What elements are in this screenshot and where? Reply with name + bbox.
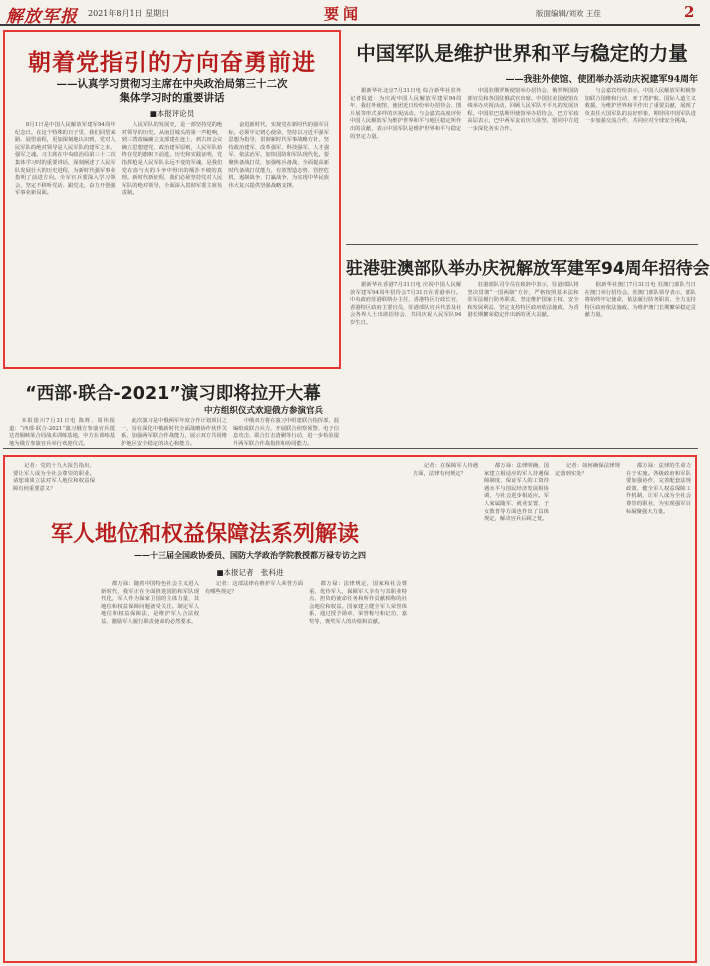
headline: 中国军队是维护世界和平与稳定的力量 xyxy=(356,42,688,65)
subheadline: 中方组织仪式欢迎俄方参演官兵 xyxy=(203,406,323,416)
masthead xyxy=(0,0,700,26)
article-body xyxy=(101,581,407,957)
article-body xyxy=(9,418,339,447)
text-column: 都万禄：法律明确，国家建立相适应的军人待遇保障制度，保证军人的工资待遇水平与国民经济发展相协调，与社会进步相适应。军人家属随军、就业安置、子女教育等方面也作出了具体规定，解决官兵后顾之忧。 xyxy=(484,463,549,523)
text-column: 据新华社澳门7月31日电 驻澳门部队当日在澳门举行招待会。驻澳门部队领导表示，部队将始终牢记使命，依法履行防务职责，全力支持特区政府依法施政，为维护澳门长期繁荣稳定贡献力量。 xyxy=(584,282,696,319)
text-column: 本报银川7月31日电 陈辉、周伟报道：“西部·联合-2021”演习俄方参演官兵抵达青铜峡某合同战术训练基地，中方在训练基地为俄方参演官兵举行欢迎仪式。 xyxy=(9,418,115,447)
headline: 朝着党指引的方向奋勇前进 xyxy=(28,50,316,76)
story-military-rights-law[interactable] xyxy=(3,455,697,963)
headline: 军人地位和权益保障法系列解读 xyxy=(50,522,359,547)
page-number: 2 xyxy=(684,3,695,21)
text-column: 都万禄：法律的生命力在于实施。各级政府和军队要加强协作，完善配套法规政策，健全军人权益保障工作机制，让军人成为全社会尊崇的职业，为实现强军目标凝聚强大力量。 xyxy=(626,463,691,515)
text-column: 记者：在保障军人待遇方面，法律有何规定？ xyxy=(413,463,478,477)
story-china-army-peace[interactable] xyxy=(346,30,698,242)
page-editors: 版面编辑/刘欢 王佳 xyxy=(536,9,601,18)
story-west-joint-exercise[interactable] xyxy=(3,374,343,447)
text-column: 记者：如何确保法律规定落到实处？ xyxy=(555,463,620,477)
text-column: 都万禄：随着中国特色社会主义进入新时代，我军正在全面推进国防和军队现代化，军人作为保家卫国的主体力量，其地位和权益保障问题备受关注。制定军人地位和权益保障法，是维护军人合法权益、激励军人履行职责使命的必然要求。 xyxy=(101,581,199,625)
subheadline-1: ——认真学习贯彻习主席在中央政治局第三十二次 xyxy=(56,78,288,90)
newspaper-logo: 解放军报 xyxy=(6,7,78,27)
article-body xyxy=(15,122,329,362)
text-column: 据新华社香港7月31日电 庆祝中国人民解放军建军94周年招待会7月31日在香港举行。中央政府驻港联络办主任，香港特区行政长官，香港特区政府主要官员，驻港部队官兵代表及社会各界人士出席招待会，共同庆祝人民军队94岁生日。 xyxy=(350,282,462,326)
text-column: 驻港部队司令员在致辞中表示，驻港部队将坚决贯彻“一国两制”方针，严格按照基本法和驻军法履行防务职责，坚定维护国家主权、安全和发展利益，坚定支持特区政府依法施政，为香港长期繁荣稳定作出新的更大贡献。 xyxy=(467,282,579,319)
divider xyxy=(3,448,698,449)
text-column: 与会嘉宾纷纷表示，中国人民解放军积极参加联合国维和行动、亚丁湾护航、国际人道主义救援，为维护世界和平作出了重要贡献，展现了负责任大国军队的良好形象，期待同中国军队进一步加强交流合作，共同应对全球安全挑战。 xyxy=(584,88,696,125)
text-column: 中俄双方将在演习中组建联合指挥部，混编组成联合兵力，开展联合侦察预警、电子信息攻击、联合打击清剿等行动，进一步检验提升两军联合作战指挥和协同能力。 xyxy=(233,418,339,447)
text-column: 此次演习是中俄两军年度合作计划项目之一，旨在深化中俄新时代全面战略协作伙伴关系，加强两军联合作战能力，展示双方共同维护地区安全稳定的决心和能力。 xyxy=(121,418,227,447)
story-party-commentary[interactable] xyxy=(3,30,341,369)
article-body xyxy=(350,282,696,438)
text-column: 都万禄：法律规定，国家和社会尊重、优待军人，保障军人享有与其职业特点、担负的使命任务和所作贡献相称的社会地位和权益。国家建立健全军人荣誉体系，通过授予勋章、荣誉称号和记功、嘉奖等，褒奖军人的功绩和贡献。 xyxy=(309,581,407,625)
text-column: 8月1日是中国人民解放军建军94周年纪念日。在这个特殊的日子里，我们回望来路、展望前程，更加深刻地认识到，党对人民军队的绝对领导是人民军队的建军之本、强军之魂。习主席在中央政治局第三十二次集体学习时的重要讲话，深刻阐述了人民军队发展壮大的历史进程，为新时代强军事业指明了前进方向。全军官兵要深入学习领会，坚定不移听党话、跟党走，奋力开创强军事业新局面。 xyxy=(15,122,116,197)
text-column: 中国驻俄罗斯使馆举办招待会，俄罗斯国防部官员和各国驻俄武官出席。中国驻美国使馆在线举办庆祝活动，回顾人民军队不平凡的发展历程。中国驻巴基斯坦使馆举办招待会，巴方军政高层表示，巴中两军友谊历久弥坚，愿同中方进一步深化务实合作。 xyxy=(467,88,579,132)
article-body xyxy=(350,88,696,238)
text-column: 记者：这部法律在维护军人荣誉方面有哪些规定？ xyxy=(205,581,303,595)
text-column: 奋进新时代，实现党在新时代的强军目标，必须牢记初心使命，坚持以习近平强军思想为指导，贯彻新时代军事战略方针，坚持政治建军、改革强军、科技强军、人才强军、依法治军，加快国防和军队现代化。要聚焦备战打仗，加强练兵备战，全面提高新时代备战打仗能力，有效塑造态势、管控危机、遏制战争、打赢战争，为实现中华民族伟大复兴提供坚强战略支撑。 xyxy=(228,122,330,189)
article-body xyxy=(413,463,691,957)
divider xyxy=(346,244,698,245)
headline: “西部·联合-2021”演习即将拉开大幕 xyxy=(25,384,321,404)
issue-date: 2021年8月1日 星期日 xyxy=(88,9,170,18)
text-column: 人民军队的发展史，是一部坚持党的绝对领导的历史。从南昌城头的第一声枪响，到三湾改编确立支部建在连上，到古田会议确立思想建党、政治建军原则，人民军队始终在党的旗帜下前进。历史和实践证明，党指挥枪是人民军队永远不变的军魂，是我们党在血与火的斗争中得出的颠扑不破的真理。新时代新征程，我们必须坚持党对人民军队的绝对领导，全面深入贯彻军委主席负责制。 xyxy=(121,122,223,197)
byline: ■本报记者 张科进 xyxy=(216,568,284,577)
subheadline: ——我驻外使馆、使团举办活动庆祝建军94周年 xyxy=(505,75,698,85)
byline: ■本报评论员 xyxy=(149,109,195,118)
text-column: 记者：党的十九大报告指出，要让军人成为全社会尊崇的职业。请您谈谈立法对军人地位和权益保障有何重要意义？ xyxy=(13,463,95,492)
article-body xyxy=(13,463,95,957)
text-column: 据新华社北京7月31日电 综合新华社驻外记者报道：为庆祝中国人民解放军建军94周年，我驻外使馆、使团近日纷纷举办招待会、图片展等形式多样的庆祝活动。与会嘉宾高度评价中国人民解放军为维护世界和平与地区稳定所作出的贡献，表示中国军队是维护世界和平与稳定的坚定力量。 xyxy=(350,88,462,140)
subheadline: ——十三届全国政协委员、国防大学政治学院教授都万禄专访之四 xyxy=(134,550,366,560)
story-hk-garrison[interactable] xyxy=(346,246,710,442)
headline: 驻港驻澳部队举办庆祝解放军建军94周年招待会 xyxy=(346,259,710,279)
section-title: 要闻 xyxy=(324,5,363,23)
subheadline-2: 集体学习时的重要讲话 xyxy=(119,92,225,104)
